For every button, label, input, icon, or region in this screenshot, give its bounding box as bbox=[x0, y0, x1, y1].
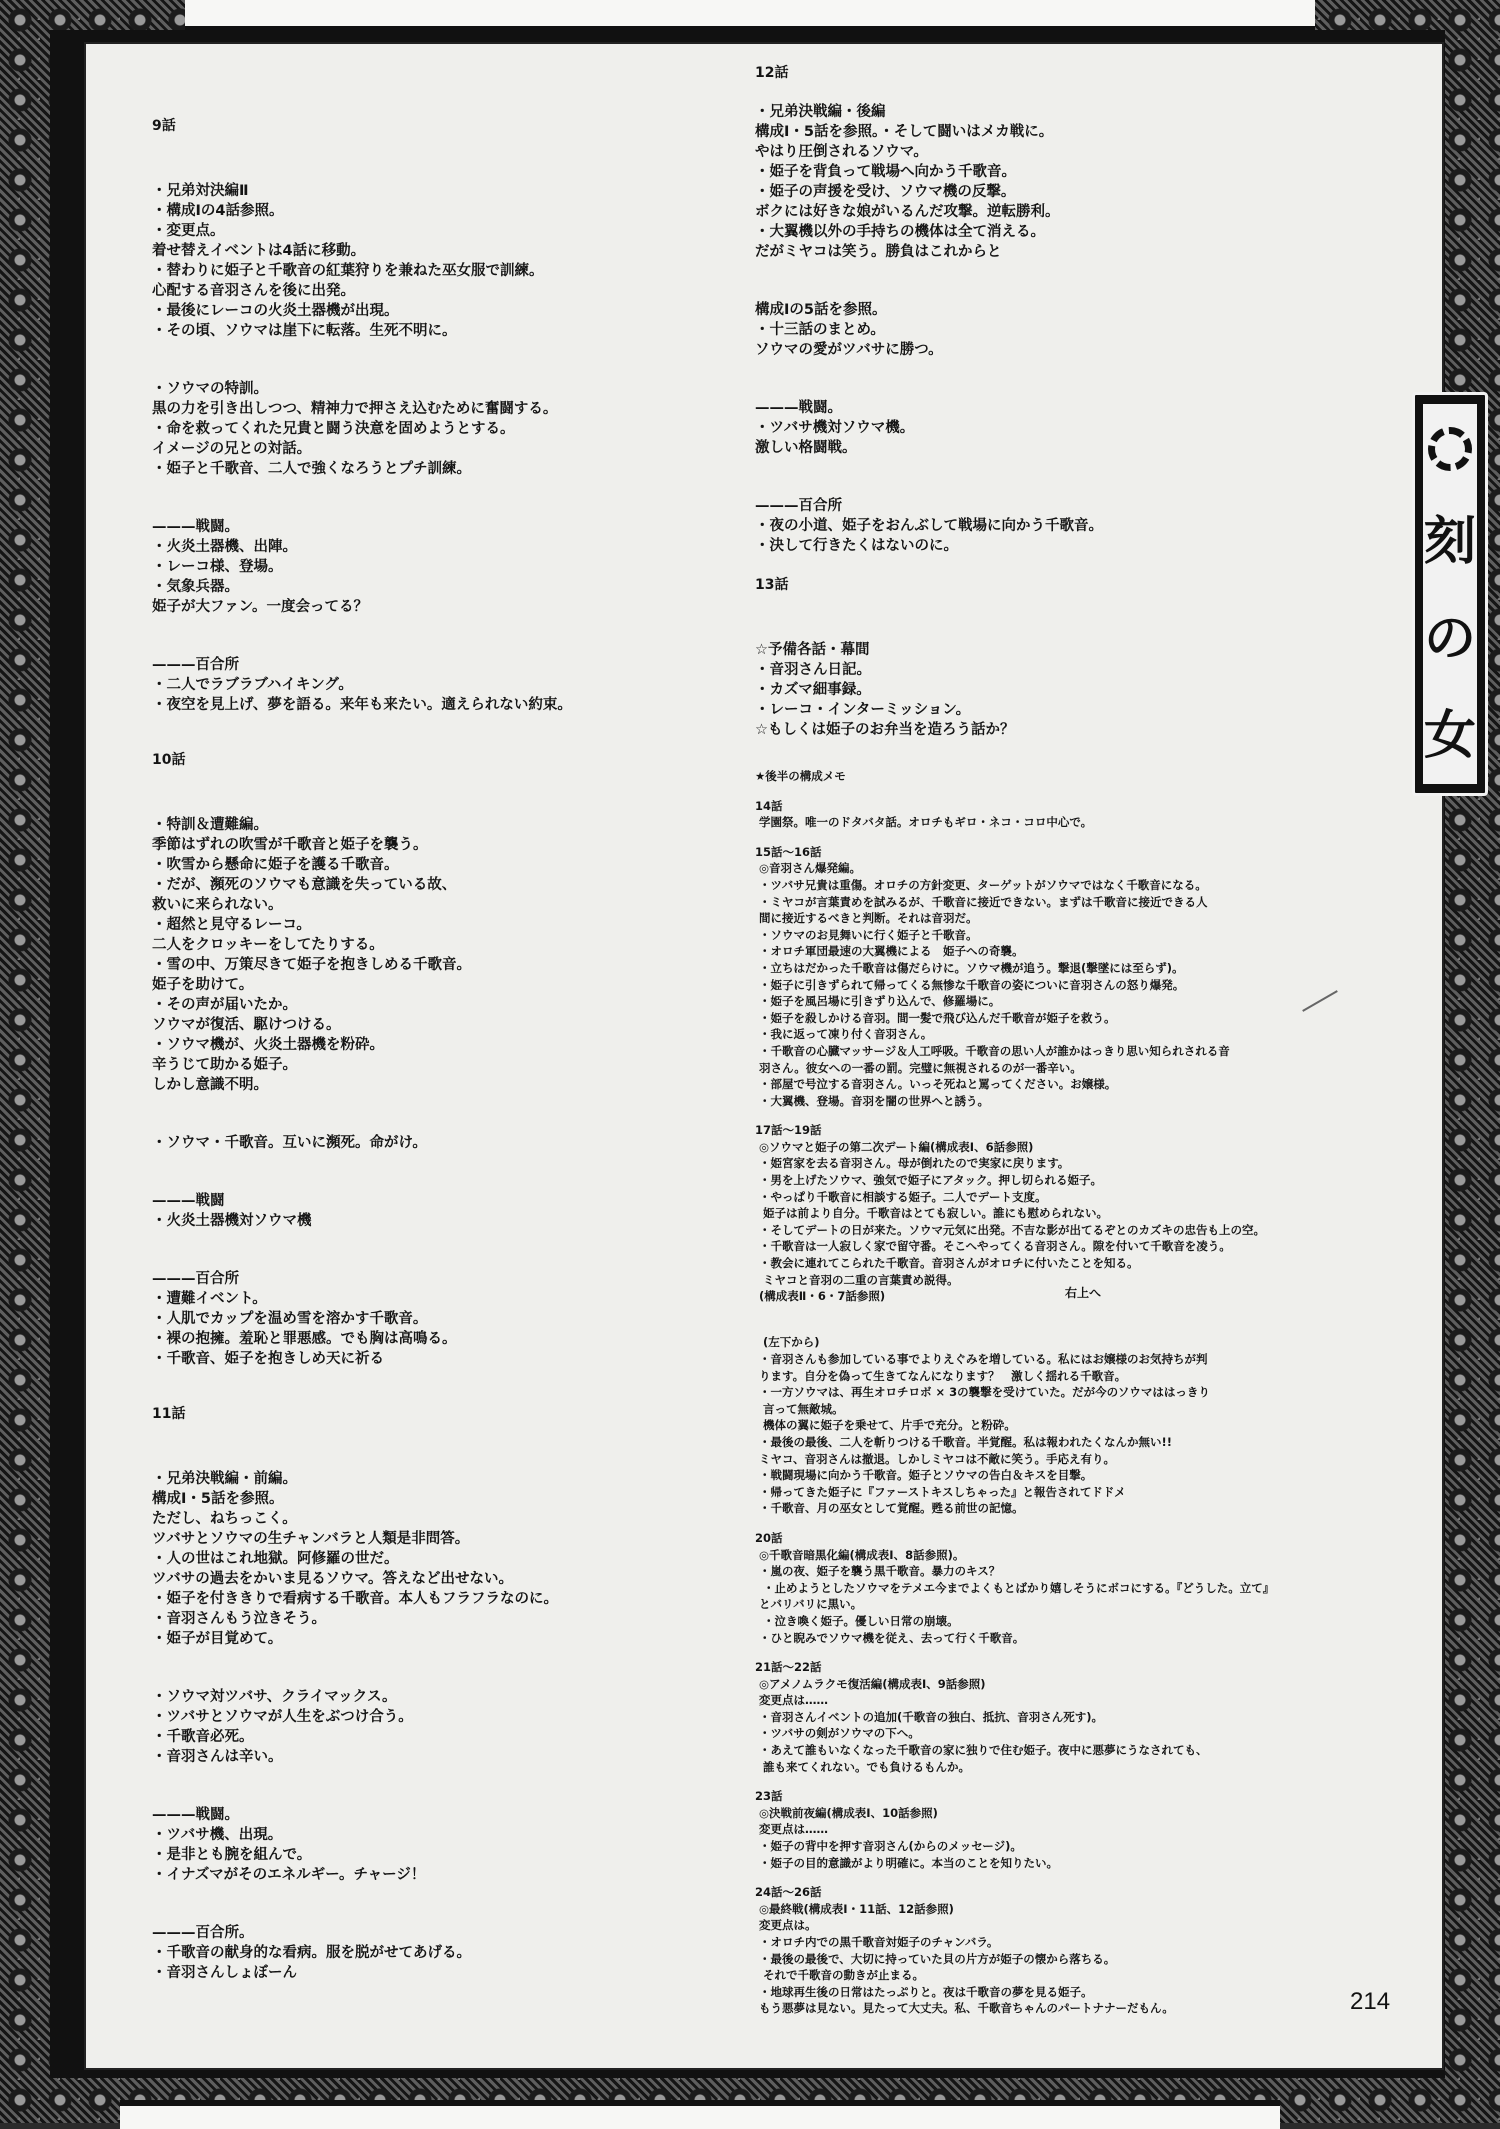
memo-line: ◎ソウマと姫子の第二次デート編(構成表Ⅰ、6話参照) bbox=[755, 1139, 1034, 1154]
memo-block bbox=[755, 1788, 1375, 1871]
text-line: ・カズマ細事録。 bbox=[755, 682, 871, 698]
text-line: ・その頃、ソウマは崖下に転落。生死不明に。 bbox=[152, 323, 457, 339]
text-line bbox=[755, 280, 1375, 300]
section bbox=[755, 378, 1375, 458]
text-line: ・姫子と千歌音、二人で強くなろうとプチ訓練。 bbox=[152, 461, 471, 477]
memo-line: ・戦闘現場に向かう千歌音。姫子とソウマの告白＆キスを目撃。 bbox=[755, 1468, 1093, 1483]
text-line bbox=[152, 635, 722, 655]
text-line: ソウマの愛がツバサに勝つ。 bbox=[755, 342, 943, 358]
text-line: ・ソウマ・千歌音。互いに瀕死。命がけ。 bbox=[152, 1135, 427, 1151]
episode-title: 11話 bbox=[152, 1406, 186, 1422]
memo-line: ・泣き喚く姫子。優しい日常の崩壊。 bbox=[755, 1613, 959, 1628]
text-line: 激しい格闘戦。 bbox=[755, 440, 857, 456]
memo-title: ★後半の構成メモ bbox=[755, 769, 846, 783]
text-line: ———百合所 bbox=[152, 1271, 239, 1287]
section bbox=[152, 497, 722, 617]
text-line: ———戦闘 bbox=[152, 1193, 225, 1209]
bottom-band bbox=[120, 2100, 1280, 2129]
text-line: ・兄弟決戦編・前編。 bbox=[152, 1471, 297, 1487]
text-line: ———百合所 bbox=[755, 498, 842, 514]
memo-line: ・姫子を殺しかける音羽。間一髪で飛び込んだ千歌音が姫子を救う。 bbox=[755, 1010, 1116, 1025]
memo-line: ・男を上げたソウマ、強気で姫子にアタック。押し切られる姫子。 bbox=[755, 1173, 1103, 1188]
memo-line: ・オロチ内での黒千歌音対姫子のチャンバラ。 bbox=[755, 1935, 999, 1949]
text-line: ———百合所 bbox=[152, 657, 239, 673]
memo-line: ・音羽さんイベントの追加(千歌音の独白、抵抗、音羽さん死す)。 bbox=[755, 1709, 1104, 1724]
text-line: ・夜空を見上げ、夢を語る。来年も来たい。適えられない約束。 bbox=[152, 697, 572, 713]
section bbox=[755, 280, 1375, 360]
section bbox=[755, 62, 1375, 262]
text-line: ・決して行きたくはないのに。 bbox=[755, 538, 958, 554]
memo-line: ・あえて誰もいなくなった千歌音の家に独りで住む姫子。夜中に悪夢にうなされても、 bbox=[755, 1743, 1208, 1758]
memo-block bbox=[755, 1884, 1375, 2017]
memo-line: ・大翼機、登場。音羽を闇の世界へと誘う。 bbox=[755, 1093, 990, 1108]
text-line: 構成Ⅰの5話を参照。 bbox=[755, 302, 887, 318]
text-line: 構成Ⅰ・5話を参照。 bbox=[152, 1491, 284, 1507]
text-line: ・ツバサとソウマが人生をぶつけ合う。 bbox=[152, 1709, 413, 1725]
text-line: ・ソウマ機が、火炎土器機を粉砕。 bbox=[152, 1037, 384, 1053]
memo-line: ・最後の最後、二人を斬りつける千歌音。半覚醒。私は報われたくなんか無い!! bbox=[755, 1434, 1172, 1449]
corner-note: 右上へ bbox=[1065, 1286, 1102, 1300]
text-line: ・だが、瀕死のソウマも意識を失っている故、 bbox=[152, 877, 457, 893]
text-line: ・超然と見守るレーコ。 bbox=[152, 917, 311, 933]
memo-line: ・帰ってきた姫子に『ファーストキスしちゃった』と報告されてドドメ bbox=[755, 1484, 1126, 1499]
memo-line: ・姫子の背中を押す音羽さん(からのメッセージ)。 bbox=[755, 1839, 1022, 1854]
text-line bbox=[755, 378, 1375, 398]
text-line: ・命を救ってくれた兄貴と闘う決意を固めようとする。 bbox=[152, 421, 515, 437]
text-line bbox=[755, 82, 1375, 102]
section bbox=[152, 1171, 722, 1231]
memo-episode-title: 20話 bbox=[755, 1530, 783, 1545]
text-line: 辛うじて助かる姫子。 bbox=[152, 1057, 297, 1073]
right-column bbox=[755, 62, 1375, 2017]
memo-line: ミヤコ、音羽さんは撤退。しかしミヤコは不敵に笑う。手応え有り。 bbox=[755, 1451, 1116, 1466]
text-line: ☆もしくは姫子のお弁当を造ろう話か？ bbox=[755, 722, 1015, 738]
memo-line: ・姫子に引きずられて帰ってくる無惨な千歌音の姿についに音羽さんの怒り爆発。 bbox=[755, 977, 1185, 992]
text-line bbox=[152, 1667, 722, 1687]
memo-line: 姫子は前より自分。千歌音はとても寂しい。誰にも慰められない。 bbox=[755, 1206, 1109, 1221]
text-line bbox=[152, 497, 722, 517]
memo-block bbox=[755, 1318, 1375, 1517]
text-line: ・人の世はこれ地獄。阿修羅の世だ。 bbox=[152, 1551, 399, 1567]
text-line: ———戦闘。 bbox=[152, 519, 239, 535]
text-line: 二人をクロッキーをしてたりする。 bbox=[152, 937, 384, 953]
memo-line: 変更点は…… bbox=[755, 1693, 829, 1708]
section bbox=[755, 476, 1375, 556]
memo-line: ・姫子を風呂場に引きずり込んで、修羅場に。 bbox=[755, 994, 1001, 1009]
section bbox=[152, 749, 722, 1095]
memo-line: ・姫宮家を去る音羽さん。母が倒れたので実家に戻ります。 bbox=[755, 1156, 1070, 1171]
text-line: ・二人でラブラブハイキング。 bbox=[152, 677, 353, 693]
text-line: 季節はずれの吹雪が千歌音と姫子を襲う。 bbox=[152, 837, 428, 853]
memo-block bbox=[755, 798, 1375, 831]
section bbox=[152, 635, 722, 715]
memo-line: ・教会に連れてこられた千歌音。音羽さんがオロチに付いたことを知る。 bbox=[755, 1256, 1139, 1271]
text-line: 構成Ⅰ・5話を参照。・そして闘いはメカ戦に。 bbox=[755, 124, 1054, 140]
memo-line: 機体の翼に姫子を乗せて、片手で充分。と粉砕。 bbox=[755, 1418, 1016, 1433]
episode-title: 12話 bbox=[755, 65, 789, 81]
memo-line: ・ソウマのお見舞いに行く姫子と千歌音。 bbox=[755, 927, 978, 942]
text-line: ・千歌音必死。 bbox=[152, 1729, 254, 1745]
text-line bbox=[152, 359, 722, 379]
memo-line: ・我に返って凍り付く音羽さん。 bbox=[755, 1027, 933, 1042]
text-line: ・雪の中、万策尽きて姫子を抱きしめる千歌音。 bbox=[152, 957, 471, 973]
text-line: ・大翼機以外の手持ちの機体は全て消える。 bbox=[755, 224, 1045, 240]
memo-block bbox=[755, 1659, 1375, 1775]
text-line: ・レーコ様、登場。 bbox=[152, 559, 283, 575]
text-line: ボクには好きな娘がいるんだ攻撃。逆転勝利。 bbox=[755, 204, 1060, 220]
section bbox=[152, 1403, 722, 1649]
memo-line: 言って無敵城。 bbox=[755, 1401, 844, 1416]
memo-line: ◎アメノムラクモ復活編(構成表Ⅰ、9話参照) bbox=[755, 1676, 986, 1691]
memo-line: ・音羽さんも参加している事でよりえぐみを増している。私にはお嬢様のお気持ちが判 bbox=[755, 1352, 1208, 1366]
text-line: ・レーコ・インターミッション。 bbox=[755, 702, 971, 718]
memo-line: ・部屋で号泣する音羽さん。いっそ死ねと罵ってください。お嬢様。 bbox=[755, 1077, 1117, 1092]
memo-line: ・最後の最後で、大切に持っていた貝の片方が姫子の懐から落ちる。 bbox=[755, 1951, 1116, 1966]
text-line: ・火炎土器機対ソウマ機 bbox=[152, 1213, 312, 1229]
text-line: ・ツバサ機対ソウマ機。 bbox=[755, 420, 915, 436]
memo-line: ・ミヤコが言葉責めを試みるが、千歌音に接近できない。まずは千歌音に接近できる人 bbox=[755, 894, 1208, 909]
text-line: ツバサの過去をかいま見るソウマ。答えなど出せない。 bbox=[152, 1571, 514, 1587]
top-band bbox=[185, 0, 1315, 32]
section bbox=[152, 1113, 722, 1153]
text-line bbox=[152, 1113, 722, 1133]
text-line: ・特訓＆遭難編。 bbox=[152, 817, 268, 833]
text-line: だがミヤコは笑う。勝負はこれからと bbox=[755, 244, 1002, 260]
page-number: 214 bbox=[1350, 1988, 1391, 2015]
memo-line: ります。自分を偽って生きてなんになります？ 激しく揺れる千歌音。 bbox=[755, 1368, 1127, 1383]
memo-line: とバリバリに黒い。 bbox=[755, 1597, 863, 1612]
memo-line: ・一方ソウマは、再生オロチロボ × 3の襲撃を受けていた。だが今のソウマははっきり bbox=[755, 1385, 1210, 1400]
memo-line: (左下から) bbox=[755, 1335, 820, 1350]
side-tab bbox=[1412, 392, 1488, 796]
memo-line: ・千歌音は一人寂しく家で留守番。そこへやってくる音羽さん。隙を付いて千歌音を凌う。 bbox=[755, 1239, 1231, 1254]
text-line: ・変更点。 bbox=[152, 223, 225, 239]
side-tab-glyph: の bbox=[1423, 607, 1476, 669]
text-line bbox=[755, 476, 1375, 496]
text-line: ・気象兵器。 bbox=[152, 579, 239, 595]
memo-episode-title: 14話 bbox=[755, 798, 783, 813]
text-line: ・裸の抱擁。羞恥と罪悪感。でも胸は高鳴る。 bbox=[152, 1331, 457, 1347]
text-line: ・姫子を背負って戦場へ向かう千歌音。 bbox=[755, 164, 1016, 180]
section bbox=[152, 115, 722, 341]
memo-episode-title: 17話～19話 bbox=[755, 1123, 822, 1138]
text-line: ・最後にレーコの火炎土器機が出現。 bbox=[152, 303, 399, 319]
section bbox=[152, 1667, 722, 1767]
section bbox=[152, 1785, 722, 1885]
text-line: ・イナズマがそのエネルギー。チャージ！ bbox=[152, 1867, 426, 1883]
memo-line: ・ツバサの剣がソウマの下へ。 bbox=[755, 1726, 920, 1741]
text-line: ・替わりに姫子と千歌音の紅葉狩りを兼ねた巫女服で訓練。 bbox=[152, 263, 544, 279]
memo-block bbox=[755, 1530, 1375, 1646]
memo-line: ・嵐の夜、姫子を襲う黒千歌音。暴力のキス？ bbox=[755, 1564, 1001, 1579]
text-line: やはり圧倒されるソウマ。 bbox=[755, 144, 928, 160]
text-line bbox=[152, 1785, 722, 1805]
memo-line: 変更点は…… bbox=[755, 1822, 829, 1837]
text-line: ただし、ねちっこく。 bbox=[152, 1511, 297, 1527]
memo-line: ・地球再生後の日常はたっぷりと。夜は千歌音の夢を見る姫子。 bbox=[755, 1984, 1093, 1999]
memo-line: ・オロチ軍団最速の大翼機による 姫子への奇襲。 bbox=[755, 944, 1024, 959]
memo-line: (構成表Ⅱ・6・7話参照) bbox=[755, 1289, 886, 1304]
memo-line: ・千歌音の心臓マッサージ＆人工呼吸。千歌音の思い人が誰かはっきり思い知られされる音 bbox=[755, 1043, 1230, 1058]
text-line: ☆予備各話・幕間 bbox=[755, 642, 870, 658]
memo-line: ・ツバサ兄貴は重傷。オロチの方針変更、ターゲットがソウマではなく千歌音になる。 bbox=[755, 877, 1207, 892]
memo-line: ・そしてデートの日が来た。ソウマ元気に出発。不吉な影が出てるぞとのカズキの忠告も上の空。 bbox=[755, 1222, 1265, 1237]
section bbox=[152, 1249, 722, 1369]
memo-line: ・千歌音、月の巫女として覚醒。甦る前世の記憶。 bbox=[755, 1501, 1024, 1516]
text-line: しかし意識不明。 bbox=[152, 1077, 268, 1093]
memo-line: もう悪夢は見ない。見たって大丈夫。私、千歌音ちゃんのパートナナーだもん。 bbox=[755, 2001, 1174, 2016]
text-line bbox=[152, 1249, 722, 1269]
text-line: ・ソウマの特訓。 bbox=[152, 381, 268, 397]
text-line: ・ソウマ対ツバサ、クライマックス。 bbox=[152, 1689, 397, 1705]
text-line: 姫子が大ファン。一度会ってる？ bbox=[152, 599, 369, 615]
memo-line: 間に接近するべきと判断。それは音羽だ。 bbox=[755, 911, 978, 926]
memo-line: ミヤコと音羽の二重の言葉責め説得。 bbox=[755, 1272, 959, 1287]
text-line: ・遭難イベント。 bbox=[152, 1291, 267, 1307]
text-line: ツバサとソウマの生チャンバラと人類是非問答。 bbox=[152, 1531, 470, 1547]
text-line: ・是非とも腕を組んで。 bbox=[152, 1847, 312, 1863]
text-line: ・その声が届いたか。 bbox=[152, 997, 297, 1013]
text-line bbox=[152, 1171, 722, 1191]
text-line: ・ツバサ機、出現。 bbox=[152, 1827, 283, 1843]
text-line: 救いに来られない。 bbox=[152, 897, 283, 913]
episode-title: 13話 bbox=[755, 577, 789, 593]
memo-line: ◎音羽さん爆発編。 bbox=[755, 861, 862, 876]
memo-line: ・姫子の目的意識がより明確に。本当のことを知りたい。 bbox=[755, 1855, 1059, 1870]
text-line: 心配する音羽さんを後に出発。 bbox=[152, 283, 355, 299]
gear-icon bbox=[1428, 427, 1472, 471]
episode-title: 10話 bbox=[152, 752, 186, 768]
memo-line: 変更点は。 bbox=[755, 1918, 817, 1933]
text-line: ・吹雪から懸命に姫子を護る千歌音。 bbox=[152, 857, 399, 873]
section bbox=[152, 359, 722, 479]
text-line: イメージの兄との対話。 bbox=[152, 441, 312, 457]
text-line: ・音羽さんもう泣きそう。 bbox=[152, 1611, 326, 1627]
side-tab-inner bbox=[1423, 404, 1477, 784]
episode-title: 9話 bbox=[152, 118, 176, 134]
text-line: ・姫子を付ききりで看病する千歌音。本人もフラフラなのに。 bbox=[152, 1591, 558, 1607]
text-line: ・兄弟決戦編・後編 bbox=[755, 104, 886, 120]
text-line: ・音羽さん日記。 bbox=[755, 662, 871, 678]
memo-block bbox=[755, 1122, 1375, 1305]
text-line: ・人肌でカップを温め雪を溶かす千歌音。 bbox=[152, 1311, 428, 1327]
memo-line: ・ひと睨みでソウマ機を従え、去って行く千歌音。 bbox=[755, 1630, 1025, 1645]
text-line: ・音羽さんしょぼーん bbox=[152, 1965, 297, 1981]
memo-line: ◎決戦前夜編(構成表Ⅰ、10話参照) bbox=[755, 1805, 938, 1820]
memo-line: それで千歌音の動きが止まる。 bbox=[755, 1968, 925, 1983]
text-line: ———百合所。 bbox=[152, 1925, 254, 1941]
side-tab-glyph: 刻 bbox=[1423, 510, 1476, 572]
text-line: ・音羽さんは辛い。 bbox=[152, 1749, 283, 1765]
memo-line: 誰も来てくれない。でも負けるもんか。 bbox=[755, 1759, 971, 1774]
text-line: 着せ替えイベントは4話に移動。 bbox=[152, 243, 366, 259]
memo-line: ・やっぱり千歌音に相談する姫子。二人でデート支度。 bbox=[755, 1189, 1047, 1204]
memo-line: 羽さん。彼女への一番の罰。完璧に無視されるのが一番辛い。 bbox=[755, 1060, 1082, 1075]
text-line: ・十三話のまとめ。 bbox=[755, 322, 885, 338]
side-tab-glyph: 女 bbox=[1423, 704, 1476, 766]
text-line: ・千歌音の献身的な看病。服を脱がせてあげる。 bbox=[152, 1945, 471, 1961]
memo-episode-title: 15話～16話 bbox=[755, 844, 822, 859]
text-line: 姫子を助けて。 bbox=[152, 977, 254, 993]
text-line: ・夜の小道、姫子をおんぶして戦場に向かう千歌音。 bbox=[755, 518, 1103, 534]
memo-line bbox=[755, 1318, 1375, 1335]
text-line: ———戦闘。 bbox=[755, 400, 842, 416]
memo-episode-title: 23話 bbox=[755, 1789, 783, 1804]
memo-episode-title: 24話～26話 bbox=[755, 1885, 822, 1900]
section bbox=[152, 1903, 722, 1983]
memo-line: 学園祭。唯一のドタバタ話。オロチもギロ・ネコ・コロ中心で。 bbox=[755, 815, 1093, 830]
text-line: ・姫子が目覚めて。 bbox=[152, 1631, 283, 1647]
memo-line: ◎最終戦(構成表Ⅰ・11話、12話参照) bbox=[755, 1901, 954, 1916]
left-column bbox=[152, 115, 722, 2001]
section bbox=[755, 574, 1375, 740]
text-line: ———戦闘。 bbox=[152, 1807, 239, 1823]
text-line bbox=[152, 1903, 722, 1923]
memo-line: ・止めようとしたソウマをテメエ今までよくもとばかり嬉しそうにボコにする。『どうした。立て』 bbox=[755, 1580, 1275, 1595]
text-line: ・姫子の声援を受け、ソウマ機の反撃。 bbox=[755, 184, 1016, 200]
text-line: ・構成Ⅰの4話参照。 bbox=[152, 203, 284, 219]
text-line: ・千歌音、姫子を抱きしめ天に祈る bbox=[152, 1351, 384, 1367]
text-line: ・火炎土器機、出陣。 bbox=[152, 539, 297, 555]
memo-line: ◎千歌音暗黒化編(構成表Ⅰ、8話参照)。 bbox=[755, 1547, 965, 1562]
text-line: 黒の力を引き出しつつ、精神力で押さえ込むために奮闘する。 bbox=[152, 401, 558, 417]
text-line: ・兄弟対決編Ⅱ bbox=[152, 183, 249, 199]
memo-line: ・立ちはだかった千歌音は傷だらけに。ソウマ機が追う。撃退(撃墜には至らず)。 bbox=[755, 960, 1184, 975]
memo-episode-title: 21話～22話 bbox=[755, 1660, 822, 1675]
memo-block bbox=[755, 844, 1375, 1110]
text-line: ソウマが復活、駆けつける。 bbox=[152, 1017, 341, 1033]
memo-section bbox=[755, 768, 1375, 2017]
